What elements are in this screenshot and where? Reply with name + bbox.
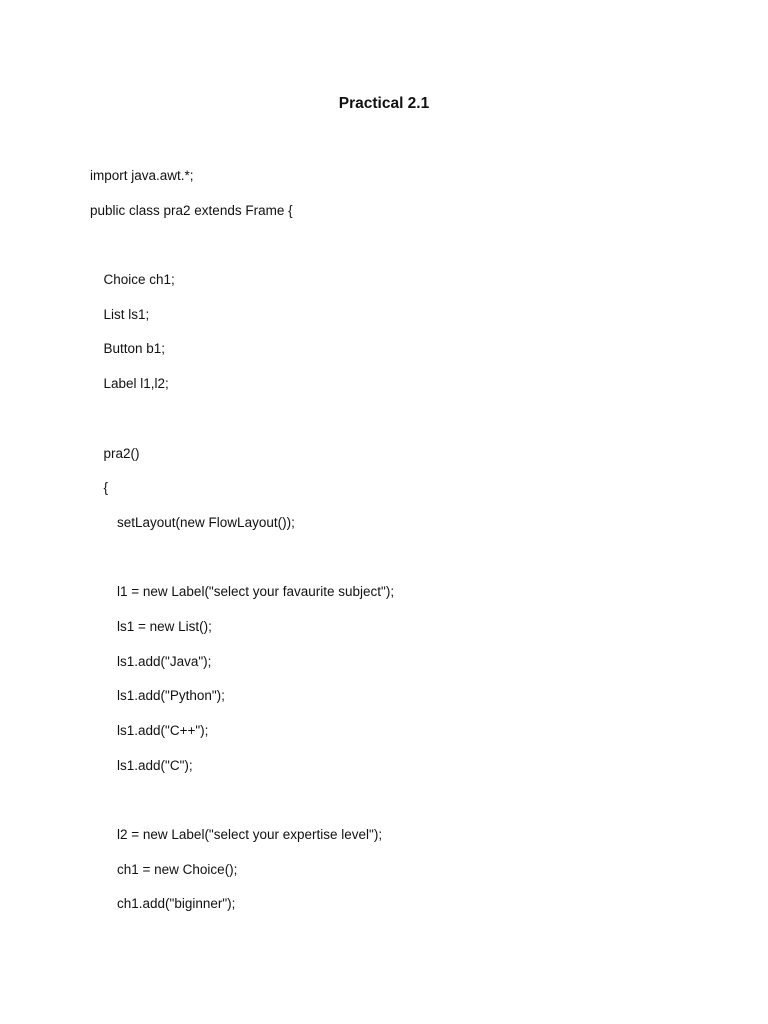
code-line: ls1.add("Python"); bbox=[117, 688, 225, 704]
code-line: setLayout(new FlowLayout()); bbox=[117, 514, 295, 530]
code-line: Button b1; bbox=[103, 341, 166, 357]
code-listing bbox=[90, 166, 730, 929]
code-line: ls1.add("Java"); bbox=[117, 653, 212, 669]
code-line: l1 = new Label("select your favaurite subject"); bbox=[117, 584, 395, 600]
code-line: ls1 = new List(); bbox=[117, 618, 212, 634]
code-line: Choice ch1; bbox=[103, 272, 175, 288]
code-line: ls1.add("C"); bbox=[117, 757, 193, 773]
code-line: import java.awt.*; bbox=[90, 168, 194, 183]
code-line: l2 = new Label("select your expertise level"); bbox=[117, 827, 383, 843]
code-line: ls1.add("C++"); bbox=[117, 723, 209, 738]
code-line: { bbox=[103, 480, 109, 496]
blank-line bbox=[90, 548, 730, 583]
code-line: List ls1; bbox=[103, 306, 150, 322]
code-line: ch1.add("biginner"); bbox=[117, 896, 236, 912]
blank-line bbox=[90, 235, 730, 270]
code-line: ch1 = new Choice(); bbox=[117, 861, 238, 877]
page-title: Practical 2.1 bbox=[338, 95, 430, 112]
code-line: pra2() bbox=[103, 445, 140, 461]
code-line: Label l1,l2; bbox=[103, 376, 169, 392]
blank-line bbox=[90, 409, 730, 444]
code-line: public class pra2 extends Frame { bbox=[90, 202, 293, 218]
blank-line bbox=[90, 790, 730, 825]
